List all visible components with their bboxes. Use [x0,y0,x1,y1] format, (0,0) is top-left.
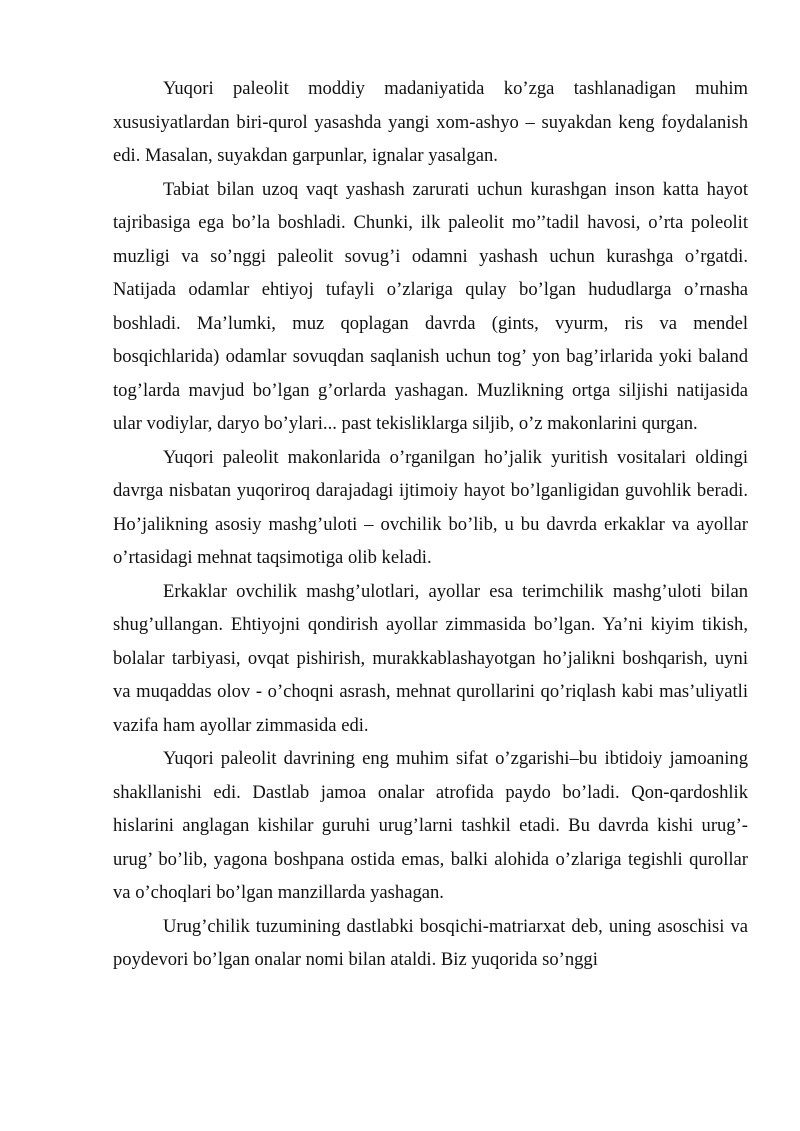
paragraph-1: Yuqori paleolit moddiy madaniyatida ko’zga tashlanadigan muhim xususiyatlardan biri-qurol yasashda yangi xom-ashyo – suyakdan keng foydalanish edi. Masalan, suyakdan garpunlar, ignalar yasalgan. [113,78,748,166]
paragraph-6: Urug’chilik tuzumining dastlabki bosqichi-matriarxat deb, uning asoschisi va poydevori bo’lgan onalar nomi bilan ataldi. Biz yuqorida so’nggi [113,915,748,970]
paragraph-5: Yuqori paleolit davrining eng muhim sifat o’zgarishi–bu ibtidoiy jamoaning shakllanishi edi. Dastlab jamoa onalar atrofida paydo bo’ladi. Qon-qardoshlik hislarini anglagan kishilar guruhi urug’larni tashkil etadi. Bu davrda kishi urug’-urug’ bo’lib, yagona boshpana ostida emas, balki alohida o’zlariga tegishli qurollar va o’choqlari bo’lgan manzillarda yashagan. [113,748,748,903]
paragraph-4: Erkaklar ovchilik mashg’ulotlari, ayollar esa terimchilik mashg’uloti bilan shug’ullangan. Ehtiyojni qondirish ayollar zimmasida bo’lgan. Ya’ni kiyim tikish, bolalar tarbiyasi, ovqat pishirish, murakkablashayotgan ho’jalikni boshqarish, uyni va muqaddas olov - o’choqni asrash, mehnat qurollarini qo’riqlash kabi mas’uliyatli vazifa ham ayollar zimmasida edi. [113,580,748,736]
paragraph-3: Yuqori paleolit makonlarida o’rganilgan ho’jalik yuritish vositalari oldingi davrga nisbatan yuqoriroq darajadagi ijtimoiy hayot bo’lganligidan guvohlik beradi. Ho’jalikning asosiy mashg’uloti – ovchilik bo’lib, u bu davrda erkaklar va ayollar o’rtasidagi mehnat taqsimotiga olib keladi. [113,446,748,568]
paragraph-2: Tabiat bilan uzoq vaqt yashash zarurati uchun kurashgan inson katta hayot tajribasiga ega bo’la boshladi. Chunki, ilk paleolit mo’’tadil havosi, o’rta poleolit muzligi va so’nggi paleolit sovug’i odamni yashash uchun kurashga o’rgatdi. Natijada odamlar ehtiyoj tufayli o’zlariga qulay bo’lgan hududlarga o’rnasha boshladi. Ma’lumki, muz qoplagan davrda (gints, vyurm, ris va mendel bosqichlarida) odamlar sovuqdan saqlanish uchun tog’ yon bag’irlarida yoki baland tog’larda mavjud bo’lgan g’orlarda yashagan. Muzlikning ortga siljishi natijasida ular vodiylar, daryo bo’ylari... past tekisliklarga siljib, o’z makonlarini qurgan. [113,178,748,434]
